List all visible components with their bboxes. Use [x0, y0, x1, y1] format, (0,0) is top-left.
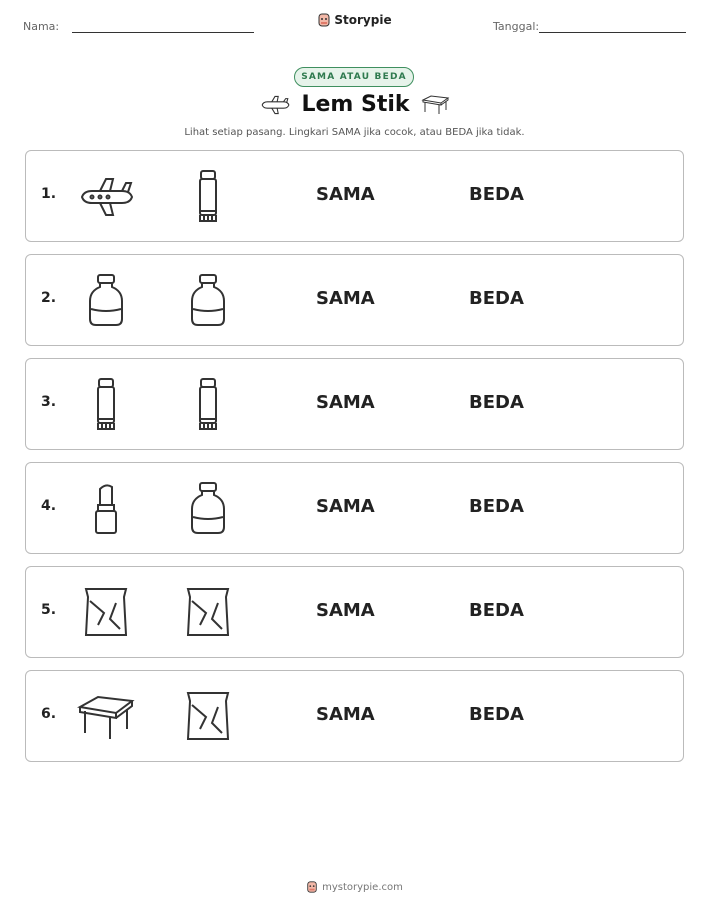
left-picture: [76, 169, 136, 225]
worksheet-type-badge: SAMA ATAU BEDA: [294, 67, 414, 87]
option-different[interactable]: BEDA: [469, 496, 524, 517]
glue-stick-icon: [76, 377, 136, 433]
right-picture: [178, 689, 238, 745]
brand-name: Storypie: [334, 13, 392, 27]
table-icon: [420, 94, 450, 116]
option-different[interactable]: BEDA: [469, 704, 524, 725]
right-picture: [178, 169, 238, 225]
glue-stick-icon: [178, 169, 238, 225]
glue-stick-icon: [178, 377, 238, 433]
right-picture: [178, 585, 238, 641]
storypie-logo-icon: [317, 12, 331, 28]
bag-icon: [76, 585, 136, 641]
option-same[interactable]: SAMA: [316, 184, 375, 205]
question-number: 1.: [41, 186, 57, 202]
jar-icon: [76, 273, 136, 329]
option-different[interactable]: BEDA: [469, 184, 524, 205]
name-label: Nama:: [23, 20, 60, 33]
page-title: Lem Stik: [301, 92, 410, 117]
left-picture: [76, 481, 136, 537]
right-picture: [178, 377, 238, 433]
option-different[interactable]: BEDA: [469, 288, 524, 309]
brand-logo: [0, 12, 709, 28]
date-label: Tanggal:: [493, 20, 540, 33]
option-same[interactable]: SAMA: [316, 288, 375, 309]
instructions: Lihat setiap pasang. Lingkari SAMA jika cocok, atau BEDA jika tidak.: [184, 127, 525, 138]
name-field-line[interactable]: [72, 32, 254, 33]
footer-url[interactable]: mystorypie.com: [322, 881, 403, 893]
right-picture: [178, 273, 238, 329]
left-picture: [76, 273, 136, 329]
airplane-icon: [259, 94, 291, 116]
right-picture: [178, 481, 238, 537]
left-picture: [76, 585, 136, 641]
question-row: [25, 462, 684, 554]
question-number: 2.: [41, 290, 57, 306]
question-row: [25, 566, 684, 658]
question-number: 6.: [41, 706, 57, 722]
left-picture: [76, 377, 136, 433]
question-number: 4.: [41, 498, 57, 514]
question-row: [25, 254, 684, 346]
lipstick-icon: [76, 481, 136, 537]
question-number: 3.: [41, 394, 57, 410]
date-field-line[interactable]: [539, 32, 686, 33]
bag-icon: [178, 689, 238, 745]
left-picture: [76, 689, 136, 745]
jar-icon: [178, 481, 238, 537]
option-same[interactable]: SAMA: [316, 496, 375, 517]
table-icon: [76, 689, 136, 745]
question-row: [25, 150, 684, 242]
option-same[interactable]: SAMA: [316, 392, 375, 413]
airplane-icon: [76, 169, 136, 225]
footer: [0, 880, 709, 894]
option-same[interactable]: SAMA: [316, 704, 375, 725]
jar-icon: [178, 273, 238, 329]
option-different[interactable]: BEDA: [469, 600, 524, 621]
question-row: [25, 670, 684, 762]
option-same[interactable]: SAMA: [316, 600, 375, 621]
question-row: [25, 358, 684, 450]
storypie-logo-icon: [306, 880, 318, 894]
question-number: 5.: [41, 602, 57, 618]
bag-icon: [178, 585, 238, 641]
option-different[interactable]: BEDA: [469, 392, 524, 413]
